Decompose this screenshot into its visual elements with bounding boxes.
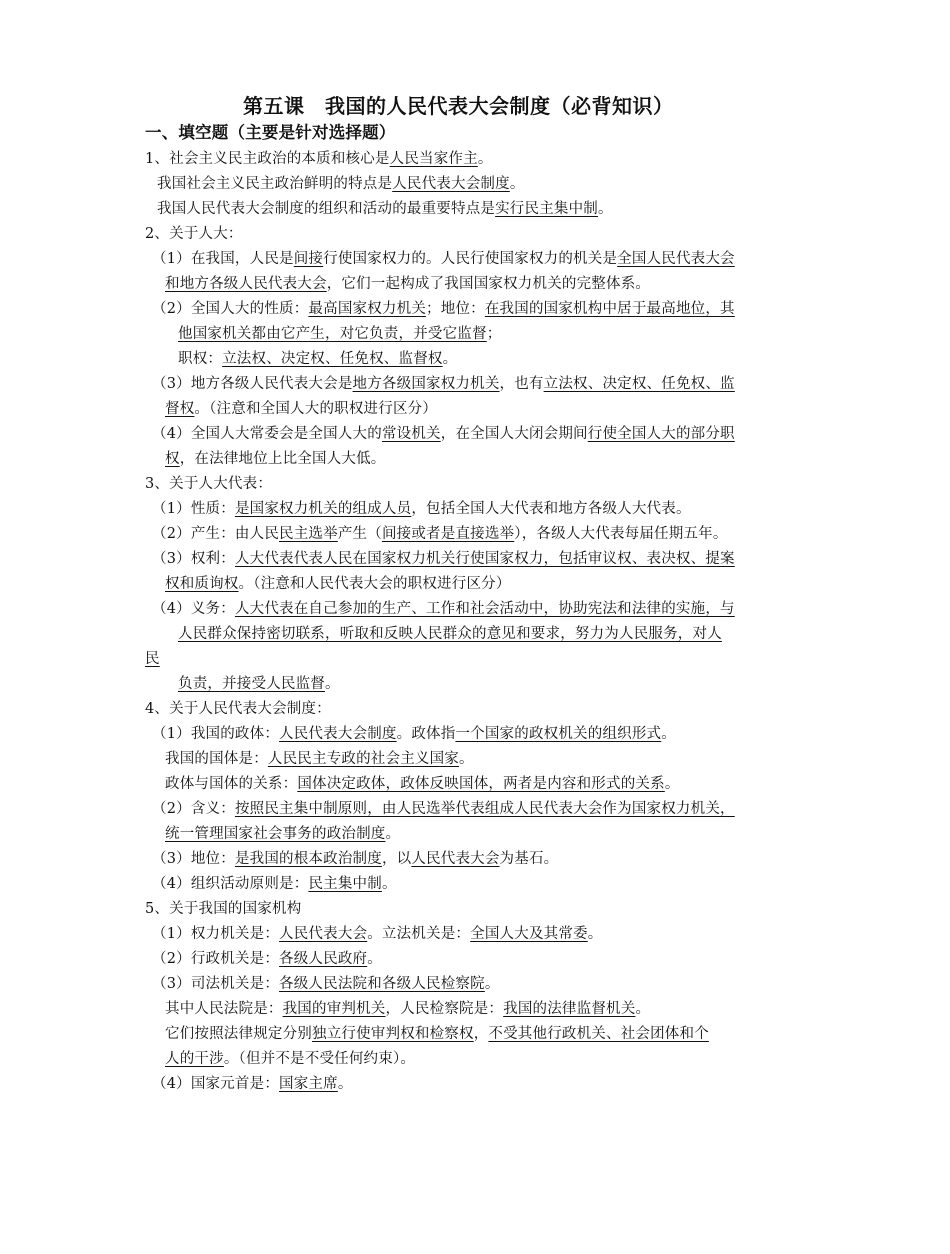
text-line: [152, 1074, 353, 1094]
text-line: [152, 299, 735, 319]
underlined-answer: 民主选举: [279, 526, 338, 542]
page-title: 第五课 我国的人民代表大会制度（必背知识）: [243, 94, 674, 118]
text-segment: （3）地方各级人民代表大会是: [152, 376, 353, 392]
text-segment: 4、关于人民代表大会制度：: [145, 701, 331, 717]
text-line: [152, 374, 735, 394]
text-line: [152, 599, 735, 619]
text-segment: （2）产生：由人民: [152, 526, 280, 542]
text-segment: ，在法律地位上比全国人大低。: [179, 451, 386, 467]
underlined-answer: 民: [145, 651, 160, 667]
section-heading: 一、填空题（主要是针对选择题）: [145, 123, 396, 142]
underlined-answer: 在我国的国家机构中居于最高地位，其: [484, 301, 735, 317]
underlined-answer: 人民代表大会制度: [279, 726, 397, 742]
text-line: [165, 1024, 709, 1044]
text-segment: 。: [367, 951, 382, 967]
underlined-answer: 全国人大及其常委: [470, 926, 588, 942]
text-segment: （1）在我国，人民是: [152, 251, 294, 267]
text-segment: （4）义务：: [152, 601, 235, 617]
text-segment: ，它们一起构成了我国国家权力机关的完整体系。: [326, 276, 651, 292]
text-line: [152, 849, 558, 869]
text-line: [178, 324, 501, 344]
text-segment: （2）全国人大的性质：: [152, 301, 309, 317]
underlined-answer: 行使全国人大的部分职: [587, 426, 735, 442]
underlined-answer: 人民民主专政的社会主义国家: [267, 751, 460, 767]
text-segment: 。: [385, 826, 401, 842]
underlined-answer: 是我国的根本政治制度: [234, 851, 382, 867]
text-segment: ；地位：: [426, 301, 485, 317]
underlined-answer: 权和质询权: [165, 576, 239, 592]
underlined-answer: 人大代表代表人民在国家权力机关行使国家权力，包括审议权、表决权、提案: [234, 551, 735, 567]
text-line: [152, 974, 500, 994]
text-segment: 。: [664, 776, 680, 792]
underlined-answer: 常设机关: [381, 426, 441, 442]
underlined-answer: 人民当家作主: [389, 151, 478, 167]
text-segment: 。: [598, 201, 613, 217]
text-segment: 政体与国体的关系：: [165, 776, 298, 792]
text-segment: 它们按照法律规定分别: [165, 1026, 312, 1042]
text-line: [157, 174, 525, 194]
underlined-answer: 独立行使审判权和检察权: [312, 1026, 474, 1042]
underlined-answer: 一个国家的政权机关的组织形式: [455, 726, 662, 742]
text-segment: 行使国家权力的。人民行使国家权力的机关是: [323, 251, 618, 267]
text-line: [152, 799, 735, 819]
text-segment: 职权：: [178, 351, 223, 367]
text-segment: 。立法机关是：: [367, 926, 471, 942]
text-segment: 。: [459, 751, 474, 767]
text-line: [145, 699, 331, 719]
underlined-answer: 人民代表大会: [411, 851, 500, 867]
underlined-answer: 间接: [293, 251, 324, 267]
text-segment: 。（注意和人民代表大会的职权进行区分）: [238, 576, 511, 592]
text-segment: ，在全国人大闭会期间: [440, 426, 588, 442]
underlined-answer: 我国的法律监督机关: [503, 1001, 636, 1017]
text-segment: 1、社会主义民主政治的本质和核心是: [145, 151, 390, 167]
underlined-answer: 各级人民法院和各级人民检察院: [279, 976, 485, 992]
text-segment: ），各级人大代表每届任期五年。: [514, 526, 728, 542]
text-segment: （3）司法机关是：: [152, 976, 280, 992]
underlined-answer: 我国的审判机关: [282, 1001, 386, 1017]
underlined-answer: 按照民主集中制原则，由人民选举代表组成人民代表大会作为国家权力机关，: [234, 801, 735, 817]
text-line: [152, 949, 382, 969]
text-segment: （4）国家元首是：: [152, 1076, 280, 1092]
text-line: [165, 449, 386, 469]
text-line: [165, 774, 680, 794]
text-line: [165, 274, 650, 294]
text-line: [165, 1049, 415, 1069]
text-line: [152, 424, 735, 444]
underlined-answer: 人民群众保持密切联系，听取和反映人民群众的意见和要求，努力为人民服务，对人: [178, 626, 722, 642]
underlined-answer: 人民代表大会制度: [392, 176, 510, 192]
text-segment: ，: [473, 1026, 489, 1042]
underlined-answer: 负责，并接受人民监督: [178, 676, 325, 692]
text-segment: （1）性质：: [152, 501, 235, 517]
text-line: [152, 874, 397, 894]
text-segment: 。（但并不是不受任何约束）。: [223, 1051, 416, 1067]
text-segment: （1）我国的政体：: [152, 726, 280, 742]
text-segment: 。: [635, 1001, 651, 1017]
text-line: [152, 724, 676, 744]
text-line: [178, 349, 457, 369]
text-segment: 。: [484, 976, 500, 992]
text-segment: ，以: [381, 851, 412, 867]
text-line: [152, 549, 735, 569]
text-segment: 我国人民代表大会制度的组织和活动的最重要特点是: [157, 201, 496, 217]
text-segment: 。政体指: [396, 726, 456, 742]
text-segment: ，也有: [499, 376, 544, 392]
text-segment: 我国社会主义民主政治鲜明的特点是: [157, 176, 393, 192]
text-segment: （3）地位：: [152, 851, 235, 867]
text-segment: 产生（: [337, 526, 382, 542]
text-segment: （2）行政机关是：: [152, 951, 280, 967]
text-segment: （1）权力机关是：: [152, 926, 280, 942]
text-segment: 其中人民法院是：: [165, 1001, 283, 1017]
text-segment: ；: [486, 326, 502, 342]
text-line: [152, 499, 691, 519]
text-segment: 。: [509, 176, 525, 192]
text-line: [145, 899, 301, 919]
underlined-answer: 立法权、决定权、任免权、监督权: [222, 351, 443, 367]
underlined-answer: 人民代表大会: [279, 926, 368, 942]
underlined-answer: 权: [165, 451, 180, 467]
text-segment: 我国的国体是：: [165, 751, 268, 767]
underlined-answer: 最高国家权力机关: [308, 301, 427, 317]
text-line: [165, 824, 400, 844]
text-segment: 。: [442, 351, 458, 367]
underlined-answer: 民主集中制: [308, 876, 382, 892]
text-segment: ，人民检察院是：: [385, 1001, 504, 1017]
text-segment: ，包括全国人大代表和地方各级人大代表。: [411, 501, 691, 517]
underlined-answer: 全国人民代表大会: [617, 251, 735, 267]
text-segment: 5、关于我国的国家机构: [145, 901, 302, 917]
text-line: [145, 474, 272, 494]
underlined-answer: 他国家机关都由它产生，对它负责，并受它监督: [178, 326, 487, 342]
text-line: [165, 574, 511, 594]
text-segment: 。: [337, 1076, 353, 1092]
text-segment: 为基石。: [499, 851, 559, 867]
text-segment: 2、关于人大：: [145, 226, 243, 242]
text-segment: 。: [325, 676, 340, 692]
text-segment: 。: [587, 926, 603, 942]
text-line: [145, 149, 493, 169]
underlined-answer: 地方各级国家权力机关: [352, 376, 500, 392]
text-line: [152, 924, 602, 944]
text-segment: 3、关于人大代表：: [145, 476, 273, 492]
text-line: [165, 749, 474, 769]
underlined-answer: 间接或者是直接选举: [381, 526, 515, 542]
text-line: [145, 224, 243, 244]
underlined-answer: 国体决定政体，政体反映国体，两者是内容和形式的关系: [297, 776, 665, 792]
text-segment: （4）组织活动原则是：: [152, 876, 309, 892]
text-line: [157, 199, 613, 219]
text-line: [152, 524, 728, 544]
underlined-answer: 国家主席: [279, 1076, 338, 1092]
text-line: [145, 649, 160, 669]
underlined-answer: 人大代表在自己参加的生产、工作和社会活动中，协助宪法和法律的实施，与: [234, 601, 735, 617]
text-line: [152, 249, 735, 269]
underlined-answer: 督权: [165, 401, 195, 417]
text-line: [165, 999, 650, 1019]
underlined-answer: 人的干涉: [165, 1051, 224, 1067]
text-segment: 。: [661, 726, 676, 742]
text-segment: （2）含义：: [152, 801, 235, 817]
text-line: [178, 624, 722, 644]
text-line: [178, 674, 340, 694]
underlined-answer: 是国家权力机关的组成人员: [234, 501, 412, 517]
text-segment: 。（注意和全国人大的职权进行区分）: [194, 401, 438, 417]
text-segment: 。: [381, 876, 397, 892]
text-line: [165, 399, 437, 419]
underlined-answer: 实行民主集中制: [495, 201, 599, 217]
text-segment: 。: [477, 151, 493, 167]
text-segment: （3）权利：: [152, 551, 235, 567]
underlined-answer: 统一管理国家社会事务的政治制度: [165, 826, 386, 842]
underlined-answer: 和地方各级人民代表大会: [165, 276, 327, 292]
underlined-answer: 不受其他行政机关、社会团体和个: [488, 1026, 709, 1042]
underlined-answer: 各级人民政府: [279, 951, 368, 967]
text-segment: （4）全国人大常委会是全国人大的: [152, 426, 382, 442]
underlined-answer: 立法权、决定权、任免权、监: [543, 376, 735, 392]
